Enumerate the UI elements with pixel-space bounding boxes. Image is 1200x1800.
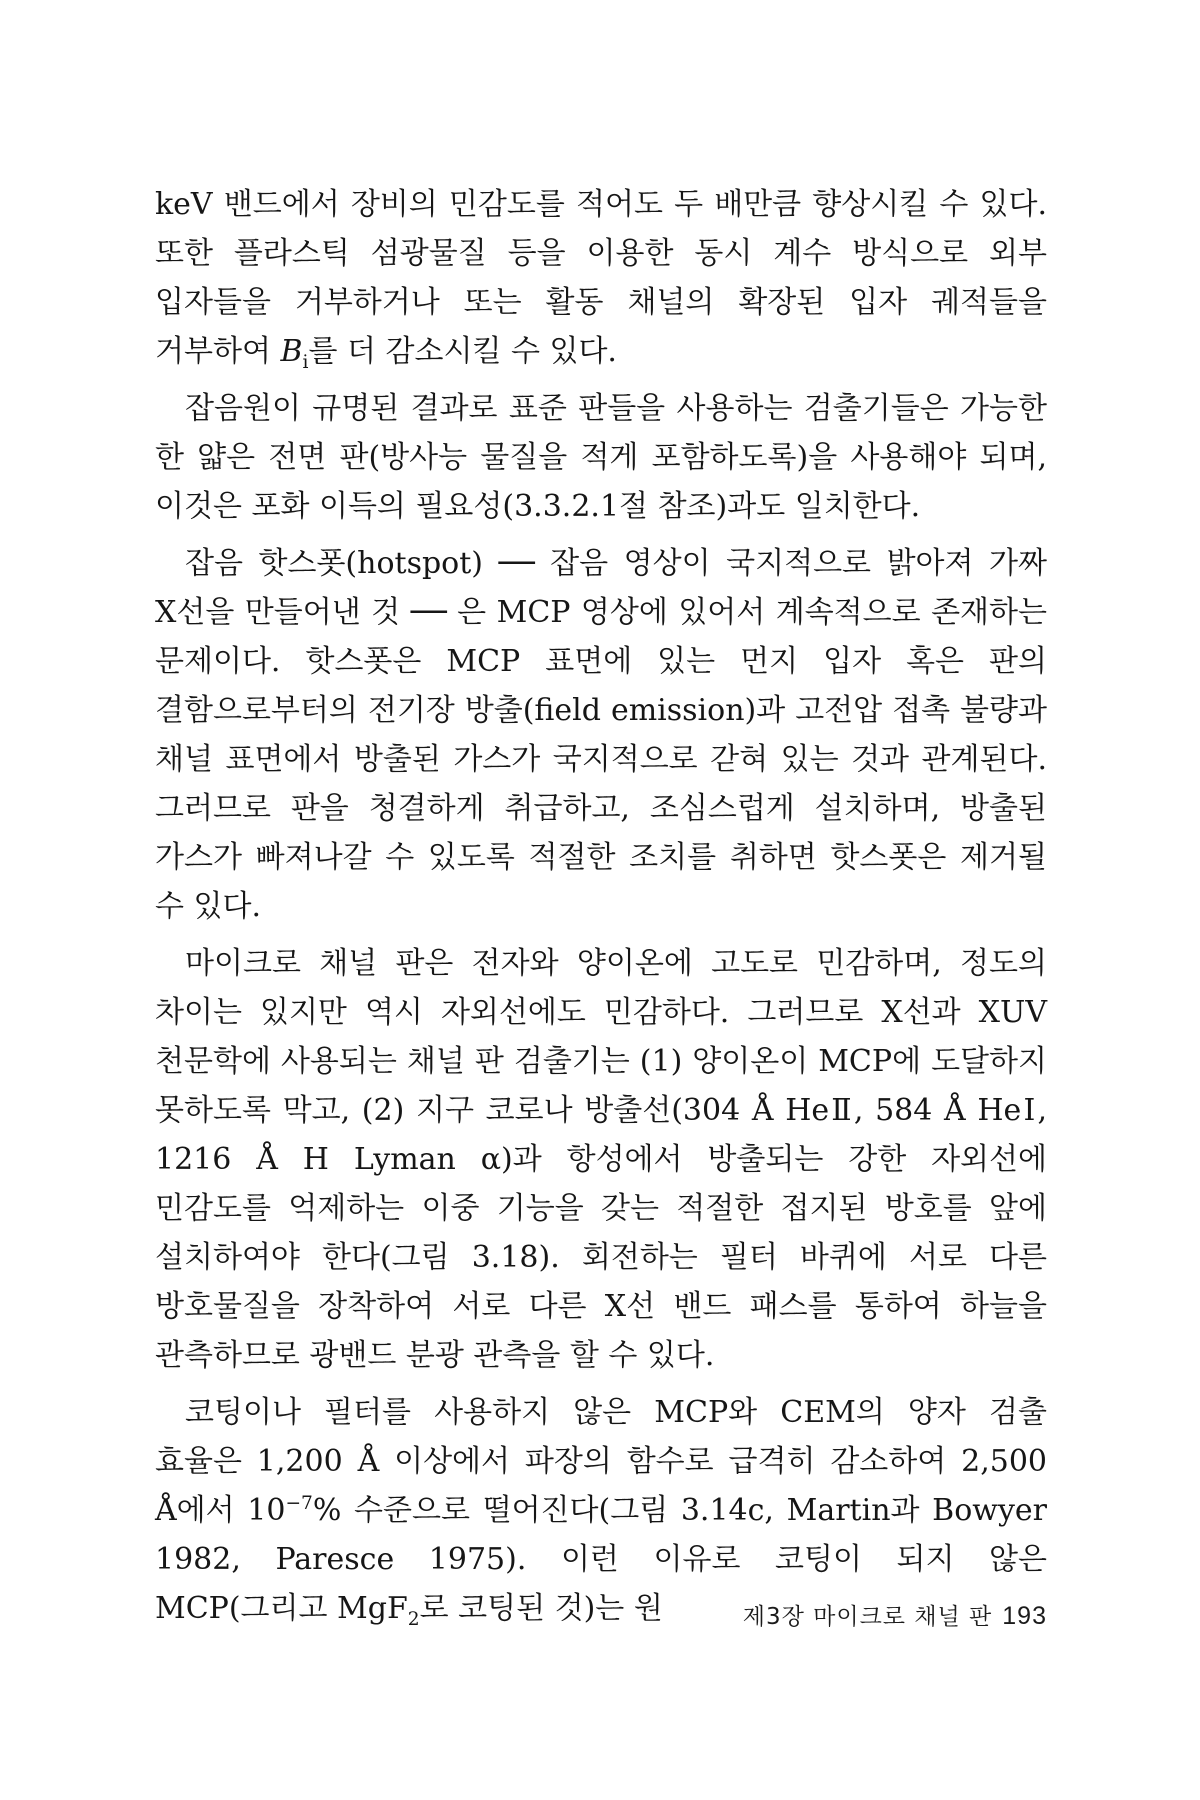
paragraph-1-text: keV 밴드에서 장비의 민감도를 적어도 두 배만큼 향상시킬 수 있다. 또한 플라스틱 섬광물질 등을 이용한 동시 계수 방식으로 외부 입자들을 거부하거나 또는 활동 채널의 확장된 입자 궤적들을 거부하여: [155, 187, 1047, 369]
paragraph-5-text-c: 로 코팅된 것)는 원: [419, 1591, 663, 1626]
running-footer: [743, 1598, 1047, 1631]
paragraph-3: 잡음 핫스폿(hotspot) ── 잡음 영상이 국지적으로 밝아져 가짜 X선을 만들어낸 것 ── 은 MCP 영상에 있어서 계속적으로 존재하는 문제이다. 핫스폿은 MCP 표면에 있는 먼지 입자 혹은 판의 결함으로부터의 전기장 방출(field emission)과 고전압 접촉 불량과 채널 표면에서 방출된 가스가 국지적으로 갇혀 있는 것과 관계된다. 그러므로 판을 청결하게 취급하고, 조심스럽게 설치하며, 방출된 가스가 빠져나갈 수 있도록 적절한 조치를 취하면 핫스폿은 제거될 수 있다.: [155, 546, 1047, 924]
paragraph-1-end: 를 더 감소시킬 수 있다.: [308, 334, 617, 369]
paragraph-4: 마이크로 채널 판은 전자와 양이온에 고도로 민감하며, 정도의 차이는 있지만 역시 자외선에도 민감하다. 그러므로 X선과 XUV 천문학에 사용되는 채널 판 검출기는 (1) 양이온이 MCP에 도달하지 못하도록 막고, (2) 지구 코로나 방출선(304 Å HeⅡ, 584 Å HeⅠ, 1216 Å H Lyman α)과 항성에서 방출되는 강한 자외선에 민감도를 억제하는 이중 기능을 갖는 적절한 접지된 방호를 앞에 설치하여야 한다(그림 3.18). 회전하는 필터 바퀴에 서로 다른 방호물질을 장착하여 서로 다른 X선 밴드 패스를 통하여 하늘을 관측하므로 광밴드 분광 관측을 할 수 있다.: [155, 946, 1047, 1373]
background-symbol: B: [280, 334, 303, 369]
paragraph-5: [155, 1388, 1047, 1633]
chapter-title: 제3장 마이크로 채널 판: [742, 1604, 993, 1630]
page-body: [155, 180, 1047, 1641]
background-subscript: i: [302, 352, 309, 373]
paragraph-5-text-a: 코팅이나 필터를 사용하지 않은 MCP와 CEM의 양자 검출 효율은 1,200 Å 이상에서 파장의 함수로 급격히 감소하여 2,500 Å에서 10: [155, 1395, 1047, 1528]
mgf2-subscript: 2: [407, 1609, 420, 1630]
paragraph-5-text-b: % 수준으로 떨어진다(그림 3.14c, Martin과 Bowyer 1982, Paresce 1975). 이런 이유로 코팅이 되지 않은 MCP(그리고 MgF: [155, 1493, 1047, 1626]
paragraph-2: 잡음원이 규명된 결과로 표준 판들을 사용하는 검출기들은 가능한 한 얇은 전면 판(방사능 물질을 적게 포함하도록)을 사용해야 되며, 이것은 포화 이득의 필요성(3.3.2.1절 참조)과도 일치한다.: [155, 391, 1047, 524]
exponent-superscript: −7: [285, 1493, 313, 1514]
paragraph-1: [155, 180, 1047, 376]
page-number: 193: [1002, 1602, 1047, 1630]
